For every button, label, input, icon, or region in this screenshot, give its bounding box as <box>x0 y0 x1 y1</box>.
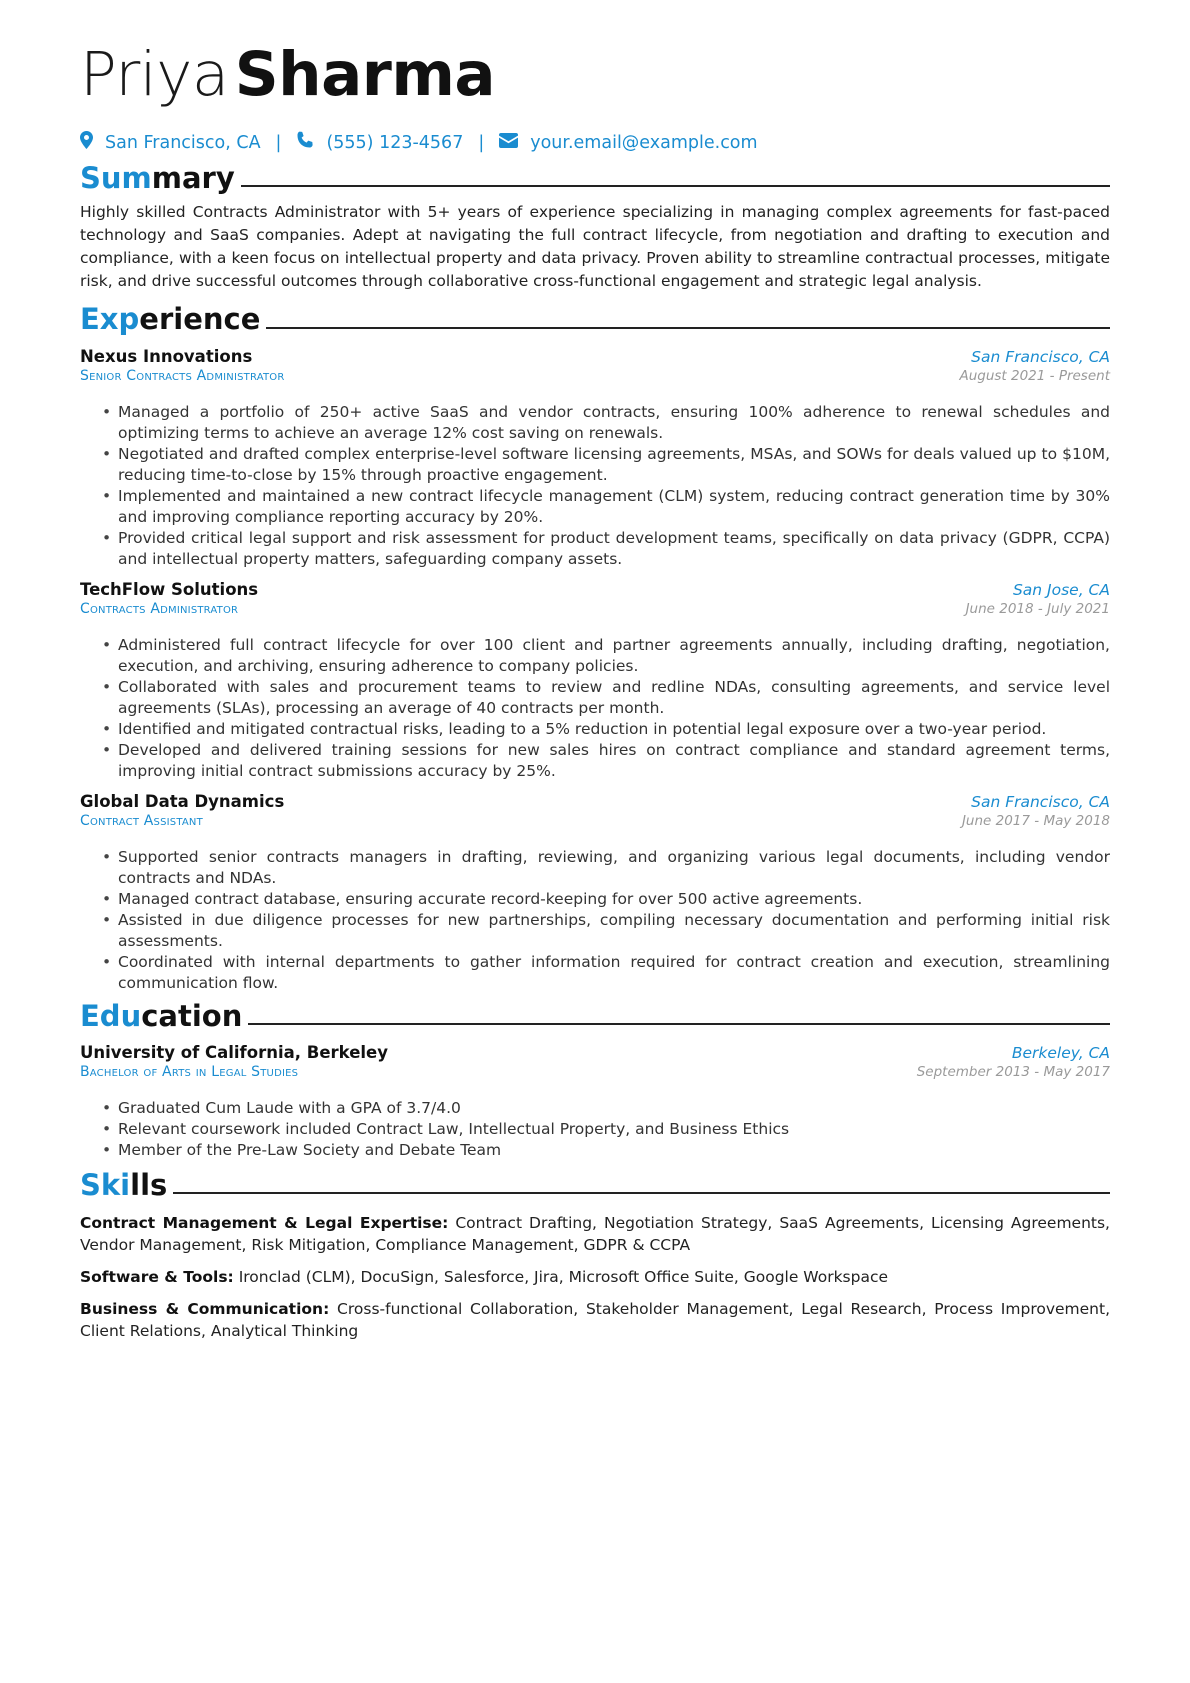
skill-group <box>80 1266 1110 1288</box>
school-location: Berkeley, CA <box>1011 1044 1110 1063</box>
phone-text: (555) 123-4567 <box>326 132 464 153</box>
section-title: Summary <box>80 161 235 195</box>
skill-group-text: Cross-functional Collaboration, Stakeholder Management, Legal Research, Process Improvement, Client Relations, Analytical Thinking <box>80 1300 1111 1341</box>
list-item: • Identified and mitigated contractual risks, leading to a 5% reduction in potential legal exposure over a two-year period. <box>102 719 1110 740</box>
school-name: University of California, Berkeley <box>80 1043 388 1063</box>
list-item: • Supported senior contracts managers in drafting, reviewing, and organizing various legal documents, including vendor contracts and NDAs. <box>102 847 1110 889</box>
skill-group <box>80 1298 1110 1342</box>
skill-group-label: Contract Management & Legal Expertise: <box>80 1214 449 1233</box>
section-divider <box>173 1192 1110 1194</box>
experience-section-header <box>80 303 1110 336</box>
envelope-icon <box>499 133 518 153</box>
job-dates: June 2018 - July 2021 <box>965 600 1110 617</box>
experience-entry <box>80 347 1110 570</box>
list-item: • Administered full contract lifecycle for over 100 client and partner agreements annually, including drafting, negotiation, execution, and archiving, ensuring adherence to company policies. <box>102 635 1110 677</box>
job-location: San Francisco, CA <box>971 792 1110 811</box>
section-title: Experience <box>80 302 261 337</box>
experience-entry <box>80 580 1110 782</box>
contact-separator: | <box>275 132 282 153</box>
job-dates: June 2017 - May 2018 <box>961 812 1110 829</box>
skill-group-text: Ironclad (CLM), DocuSign, Salesforce, Jira, Microsoft Office Suite, Google Workspace <box>238 1268 889 1287</box>
list-item: • Managed contract database, ensuring accurate record-keeping for over 500 active agreements. <box>102 889 1110 910</box>
list-item: • Collaborated with sales and procurement teams to review and redline NDAs, consulting agreements, and service level agreements (SLAs), processing an average of 40 contracts per month. <box>102 677 1110 719</box>
education-dates: September 2013 - May 2017 <box>916 1064 1110 1081</box>
summary-section-header <box>80 162 1110 195</box>
degree-title: Bachelor of Arts in Legal Studies <box>80 1064 299 1081</box>
list-item: • Developed and delivered training sessions for new sales hires on contract compliance and standard agreement terms, improving initial contract submissions accuracy by 25%. <box>102 740 1110 782</box>
contact-email[interactable] <box>499 133 757 153</box>
list-item: • Managed a portfolio of 250+ active SaaS and vendor contracts, ensuring 100% adherence to renewal schedules and optimizing terms to achieve an average 12% cost saving on renewals. <box>102 402 1110 444</box>
list-item: • Implemented and maintained a new contract lifecycle management (CLM) system, reducing contract generation time by 30% and improving compliance reporting accuracy by 20%. <box>102 486 1110 528</box>
job-dates: August 2021 - Present <box>959 367 1110 384</box>
employer-name: Nexus Innovations <box>80 346 253 366</box>
education-entry <box>80 1043 1110 1161</box>
education-bullets <box>80 1098 1110 1161</box>
list-item: • Coordinated with internal departments to gather information required for contract creation and execution, streamlining communication flow. <box>102 952 1110 994</box>
section-title: Skills <box>80 1168 168 1203</box>
candidate-name <box>80 39 1110 110</box>
skills-section-header <box>80 1169 1110 1202</box>
job-title: Contracts Administrator <box>80 600 239 617</box>
section-title: Education <box>80 998 243 1033</box>
section-divider <box>241 185 1110 187</box>
skill-group-label: Software & Tools: <box>80 1268 234 1287</box>
list-item: • Graduated Cum Laude with a GPA of 3.7/4.0 <box>102 1098 1110 1119</box>
education-section-header <box>80 1000 1110 1033</box>
job-bullets <box>80 635 1110 782</box>
contact-location <box>80 131 261 154</box>
list-item: • Relevant coursework included Contract Law, Intellectual Property, and Business Ethics <box>102 1119 1110 1140</box>
map-pin-icon <box>80 131 93 154</box>
skill-group <box>80 1212 1110 1256</box>
job-location: San Jose, CA <box>1012 580 1110 599</box>
last-name: Sharma <box>234 39 496 110</box>
job-title: Senior Contracts Administrator <box>80 367 285 384</box>
skill-group-label: Business & Communication: <box>80 1300 330 1319</box>
summary-text: Highly skilled Contracts Administrator with 5+ years of experience specializing in managing complex agreements for fast-paced technology and SaaS companies. Adept at navigating the full contract lifecycle, from negotiation and drafting to execution and compliance, with a keen focus on intellectual property and data privacy. Proven ability to streamline contractual processes, mitigate risk, and drive successful outcomes through collaborative cross-functional engagement and strategic legal analysis. <box>80 203 1110 291</box>
job-title: Contract Assistant <box>80 812 203 829</box>
location-text: San Francisco, CA <box>105 132 261 153</box>
employer-name: Global Data Dynamics <box>80 791 285 811</box>
email-text: your.email@example.com <box>530 132 758 153</box>
job-location: San Francisco, CA <box>971 347 1110 366</box>
list-item: • Assisted in due diligence processes for new partnerships, compiling necessary documentation and performing initial risk assessments. <box>102 910 1110 952</box>
phone-icon <box>296 131 314 154</box>
contact-bar <box>80 131 1110 154</box>
experience-entry <box>80 792 1110 994</box>
section-divider <box>248 1023 1110 1025</box>
skill-group-text: Contract Drafting, Negotiation Strategy, SaaS Agreements, Licensing Agreements, Vendor Management, Risk Mitigation, Compliance Management, GDPR & CCPA <box>80 1214 1110 1255</box>
list-item: • Member of the Pre-Law Society and Debate Team <box>102 1140 1110 1161</box>
contact-phone[interactable] <box>296 131 463 154</box>
list-item: • Negotiated and drafted complex enterprise-level software licensing agreements, MSAs, and SOWs for deals valued up to $10M, reducing time-to-close by 15% through proactive engagement. <box>102 444 1110 486</box>
job-bullets <box>80 402 1110 570</box>
contact-separator: | <box>478 132 485 153</box>
employer-name: TechFlow Solutions <box>80 579 259 599</box>
job-bullets <box>80 847 1110 994</box>
list-item: • Provided critical legal support and risk assessment for product development teams, specifically on data privacy (GDPR, CCPA) and intellectual property matters, safeguarding company assets. <box>102 528 1110 570</box>
first-name: Priya <box>80 39 229 110</box>
section-divider <box>266 327 1110 329</box>
